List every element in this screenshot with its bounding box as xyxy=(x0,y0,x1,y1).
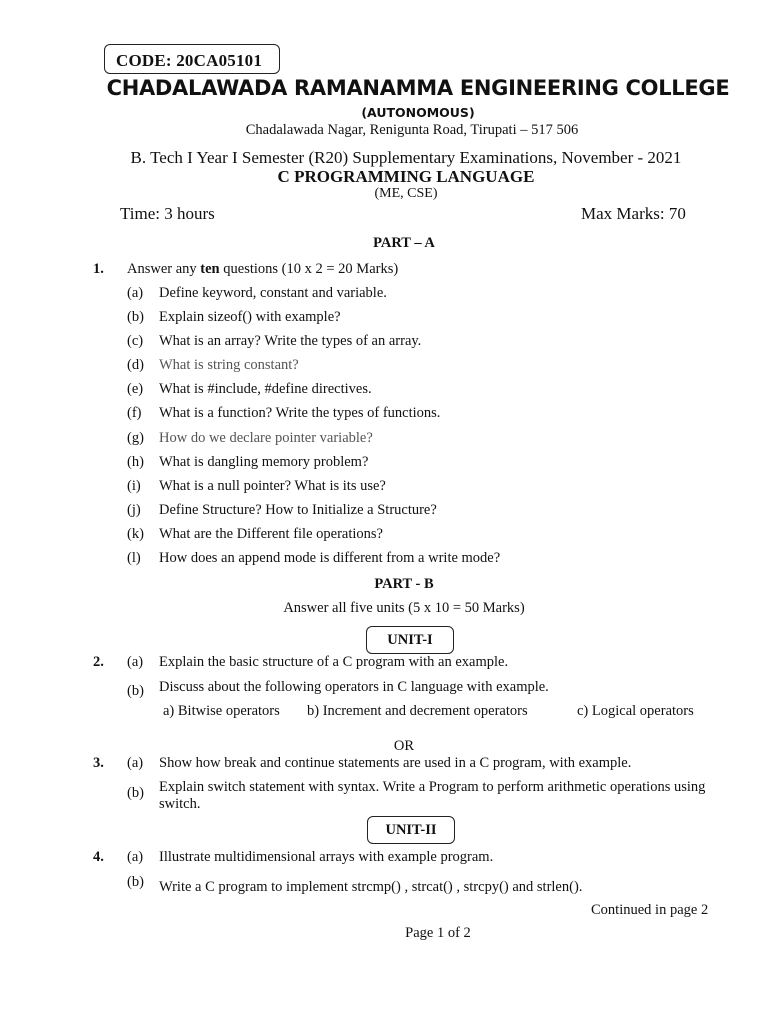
unit-1-label: UNIT-I xyxy=(366,626,454,654)
item-label: (h) xyxy=(127,454,144,470)
item-label: (a) xyxy=(127,654,144,670)
question-item: What is an array? Write the types of an array. xyxy=(159,333,422,349)
instruction-text: Answer any xyxy=(127,261,201,277)
operator-option: c) Logical operators xyxy=(577,703,694,719)
subject-title: C PROGRAMMING LANGUAGE xyxy=(277,167,535,186)
question-item: Explain sizeof() with example? xyxy=(159,309,341,325)
question-item: Define Structure? How to Initialize a Structure? xyxy=(159,502,437,518)
part-b-title: PART - B xyxy=(374,576,434,592)
item-label: (l) xyxy=(127,550,141,566)
part-b-instruction: Answer all five units (5 x 10 = 50 Marks) xyxy=(283,600,525,616)
item-label: (i) xyxy=(127,478,141,494)
item-label: (k) xyxy=(127,526,144,542)
question-item: What is a function? Write the types of functions. xyxy=(159,405,441,421)
item-label: (a) xyxy=(127,849,144,865)
question-item: What is dangling memory problem? xyxy=(159,454,369,470)
item-label: (a) xyxy=(127,285,144,301)
question-item: Illustrate multidimensional arrays with example program. xyxy=(159,849,494,865)
question-item: What are the Different file operations? xyxy=(159,526,383,542)
item-label: (b) xyxy=(127,785,144,801)
item-label: (b) xyxy=(127,683,144,699)
question-item: Explain switch statement with syntax. Write a Program to perform arithmetic operations using switch. xyxy=(159,779,706,812)
autonomous-label: (AUTONOMOUS) xyxy=(361,105,475,120)
unit-2-label: UNIT-II xyxy=(367,816,455,844)
college-name: CHADALAWADA RAMANAMMA ENGINEERING COLLEGE xyxy=(106,76,730,100)
instruction-emphasis: ten xyxy=(200,261,220,277)
part-a-instruction xyxy=(127,261,398,278)
exam-title: B. Tech I Year I Semester (R20) Supplementary Examinations, November - 2021 xyxy=(130,148,682,167)
question-number: 4. xyxy=(93,849,104,865)
operator-option: b) Increment and decrement operators xyxy=(307,703,528,719)
item-label: (d) xyxy=(127,357,144,373)
instruction-text: questions (10 x 2 = 20 Marks) xyxy=(219,261,399,277)
item-label: (j) xyxy=(127,502,141,518)
question-item: How do we declare pointer variable? xyxy=(159,430,373,446)
question-item: What is string constant? xyxy=(159,357,299,373)
question-item: What is #include, #define directives. xyxy=(159,381,372,397)
item-label: (f) xyxy=(127,405,142,421)
question-item: Explain the basic structure of a C program with an example. xyxy=(159,654,509,670)
item-label: (b) xyxy=(127,874,144,890)
operator-option: a) Bitwise operators xyxy=(163,703,280,719)
question-item: Show how break and continue statements are used in a C program, with example. xyxy=(159,755,632,771)
exam-time: Time: 3 hours xyxy=(120,204,215,223)
item-label: (g) xyxy=(127,430,144,446)
question-number: 2. xyxy=(93,654,104,670)
item-label: (a) xyxy=(127,755,144,771)
part-a-title: PART – A xyxy=(373,235,435,251)
question-number: 3. xyxy=(93,755,104,771)
page-number: Page 1 of 2 xyxy=(405,925,471,941)
continued-note: Continued in page 2 xyxy=(591,902,709,918)
college-address: Chadalawada Nagar, Renigunta Road, Tirupati – 517 506 xyxy=(245,122,579,138)
item-label: (b) xyxy=(127,309,144,325)
question-number: 1. xyxy=(93,261,104,277)
or-separator: OR xyxy=(393,738,415,754)
item-label: (c) xyxy=(127,333,144,349)
paper-code: CODE: 20CA05101 xyxy=(116,51,263,70)
branches: (ME, CSE) xyxy=(374,186,438,201)
item-label: (e) xyxy=(127,381,144,397)
question-item: What is a null pointer? What is its use? xyxy=(159,478,386,494)
question-item: Define keyword, constant and variable. xyxy=(159,285,387,301)
question-item: Write a C program to implement strcmp() , strcat() , strcpy() and strlen(). xyxy=(159,879,583,895)
question-item: How does an append mode is different from a write mode? xyxy=(159,550,501,566)
question-item: Discuss about the following operators in C language with example. xyxy=(159,679,549,695)
max-marks: Max Marks: 70 xyxy=(581,204,686,223)
